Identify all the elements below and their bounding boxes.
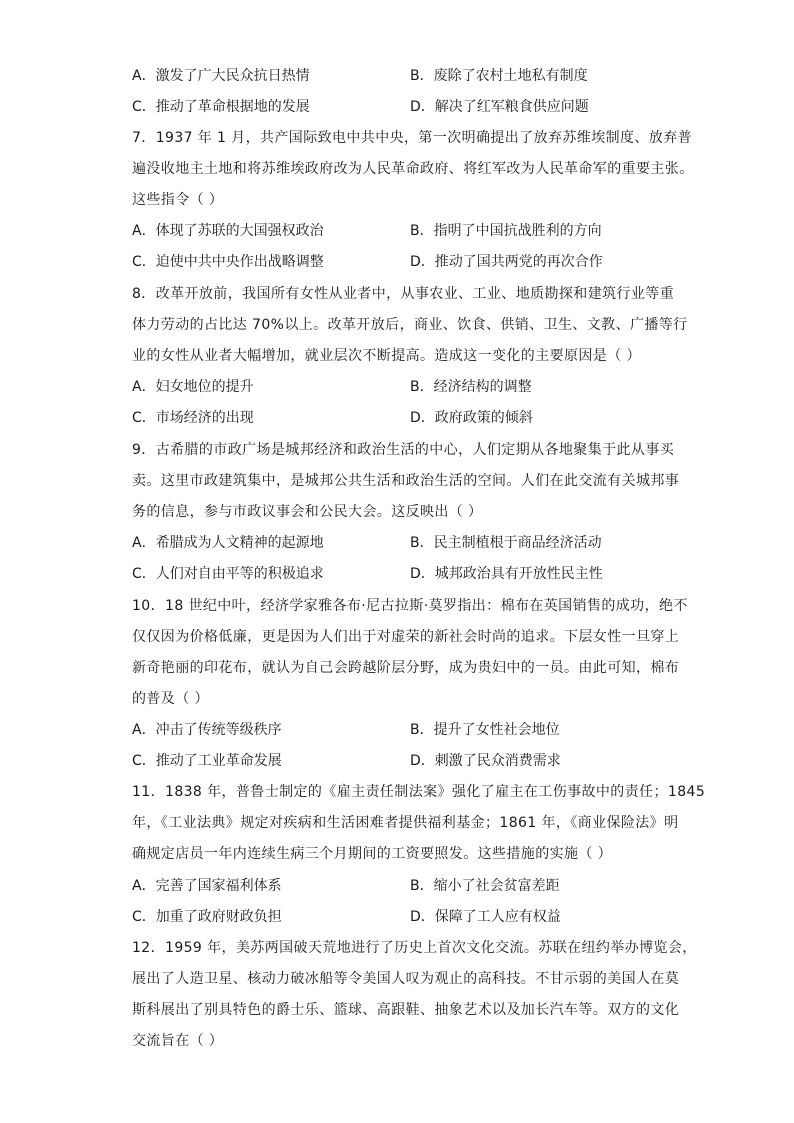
q12-stem-line: 交流旨在（ ） bbox=[132, 1033, 224, 1049]
q12-stem-line: 展出了人造卫星、核动力破冰船等令美国人叹为观止的高科技。不甘示弱的美国人在莫 bbox=[132, 971, 680, 987]
q6-option-a[interactable]: A．激发了广大民众抗日热情 bbox=[132, 68, 310, 84]
q7-option-c[interactable]: C．迫使中共中央作出战略调整 bbox=[132, 254, 324, 270]
q11-option-c[interactable]: C．加重了政府财政负担 bbox=[132, 909, 282, 925]
q8-option-d[interactable]: D．政府政策的倾斜 bbox=[410, 410, 533, 426]
q9-option-b[interactable]: B．民主制植根于商品经济活动 bbox=[410, 535, 602, 551]
q11-stem-line: 年，《工业法典》规定对疾病和生活困难者提供福利基金；1861 年，《商业保险法》明 bbox=[132, 815, 679, 831]
q10-option-b[interactable]: B．提升了女性社会地位 bbox=[410, 722, 560, 738]
q7-stem-line: 这些指令（ ） bbox=[132, 192, 224, 208]
q9-stem-line: 卖。这里市政建筑集中，是城邦公共生活和政治生活的空间。人们在此交流有关城邦事 bbox=[132, 473, 680, 489]
q8-option-b[interactable]: B．经济结构的调整 bbox=[410, 379, 532, 395]
q8-stem-line: 业的女性从业者大幅增加，就业层次不断提高。造成这一变化的主要原因是（ ） bbox=[132, 348, 641, 364]
q11-stem-line: 确规定店员一年内连续生病三个月期间的工资要照发。这些措施的实施（ ） bbox=[132, 846, 613, 862]
q7-option-d[interactable]: D．推动了国共两党的再次合作 bbox=[410, 254, 603, 270]
q10-stem-line: 10．18 世纪中叶，经济学家雅各布·尼古拉斯·莫罗指出：棉布在英国销售的成功，绝不 bbox=[132, 598, 688, 614]
q8-option-a[interactable]: A．妇女地位的提升 bbox=[132, 379, 254, 395]
q12-stem-line: 斯科展出了别具特色的爵士乐、篮球、高跟鞋、抽象艺术以及加长汽车等。双方的文化 bbox=[132, 1002, 680, 1018]
q10-stem-line: 新奇艳丽的印花布，就认为自己会跨越阶层分野，成为贵妇中的一员。由此可知，棉布 bbox=[132, 660, 680, 676]
q6-option-d[interactable]: D．解决了红军粮食供应问题 bbox=[410, 99, 589, 115]
q8-option-c[interactable]: C．市场经济的出现 bbox=[132, 410, 254, 426]
q10-option-a[interactable]: A．冲击了传统等级秩序 bbox=[132, 722, 282, 738]
q7-stem-line: 7．1937 年 1 月，共产国际致电中共中央，第一次明确提出了放弃苏维埃制度、放弃普 bbox=[132, 130, 692, 146]
q7-option-a[interactable]: A．体现了苏联的大国强权政治 bbox=[132, 223, 324, 239]
q6-option-b[interactable]: B．废除了农村土地私有制度 bbox=[410, 68, 588, 84]
q10-stem-line: 的普及（ ） bbox=[132, 691, 209, 707]
q11-option-d[interactable]: D．保障了工人应有权益 bbox=[410, 909, 561, 925]
q9-stem-line: 务的信息，参与市政议事会和公民大会。这反映出（ ） bbox=[132, 504, 483, 520]
q9-option-a[interactable]: A．希腊成为人文精神的起源地 bbox=[132, 535, 324, 551]
q6-option-c[interactable]: C．推动了革命根据地的发展 bbox=[132, 99, 310, 115]
q9-option-d[interactable]: D．城邦政治具有开放性民主性 bbox=[410, 566, 603, 582]
q10-stem-line: 仅仅因为价格低廉，更是因为人们出于对虚荣的新社会时尚的追求。下层女性一旦穿上 bbox=[132, 629, 680, 645]
q11-option-b[interactable]: B．缩小了社会贫富差距 bbox=[410, 878, 560, 894]
q12-stem-line: 12．1959 年，美苏两国破天荒地进行了历史上首次文化交流。苏联在纽约举办博览会， bbox=[132, 940, 697, 956]
q8-stem-line: 体力劳动的占比达 70%以上。改革开放后，商业、饮食、供销、卫生、文教、广播等行 bbox=[132, 317, 688, 333]
q10-option-c[interactable]: C．推动了工业革命发展 bbox=[132, 753, 282, 769]
q7-option-b[interactable]: B．指明了中国抗战胜利的方向 bbox=[410, 223, 602, 239]
q11-stem-line: 11．1838 年，普鲁士制定的《雇主责任制法案》强化了雇主在工伤事故中的责任；1845 bbox=[132, 784, 706, 800]
q9-stem-line: 9．古希腊的市政广场是城邦经济和政治生活的中心，人们定期从各地聚集于此从事买 bbox=[132, 442, 675, 458]
q11-option-a[interactable]: A．完善了国家福利体系 bbox=[132, 878, 282, 894]
q10-option-d[interactable]: D．刺激了民众消费需求 bbox=[410, 753, 561, 769]
q7-stem-line: 遍没收地主土地和将苏维埃政府改为人民革命政府、将红军改为人民革命军的重要主张。 bbox=[132, 161, 694, 177]
q9-option-c[interactable]: C．人们对自由平等的积极追求 bbox=[132, 566, 324, 582]
q8-stem-line: 8．改革开放前，我国所有女性从业者中，从事农业、工业、地质勘探和建筑行业等重 bbox=[132, 286, 675, 302]
